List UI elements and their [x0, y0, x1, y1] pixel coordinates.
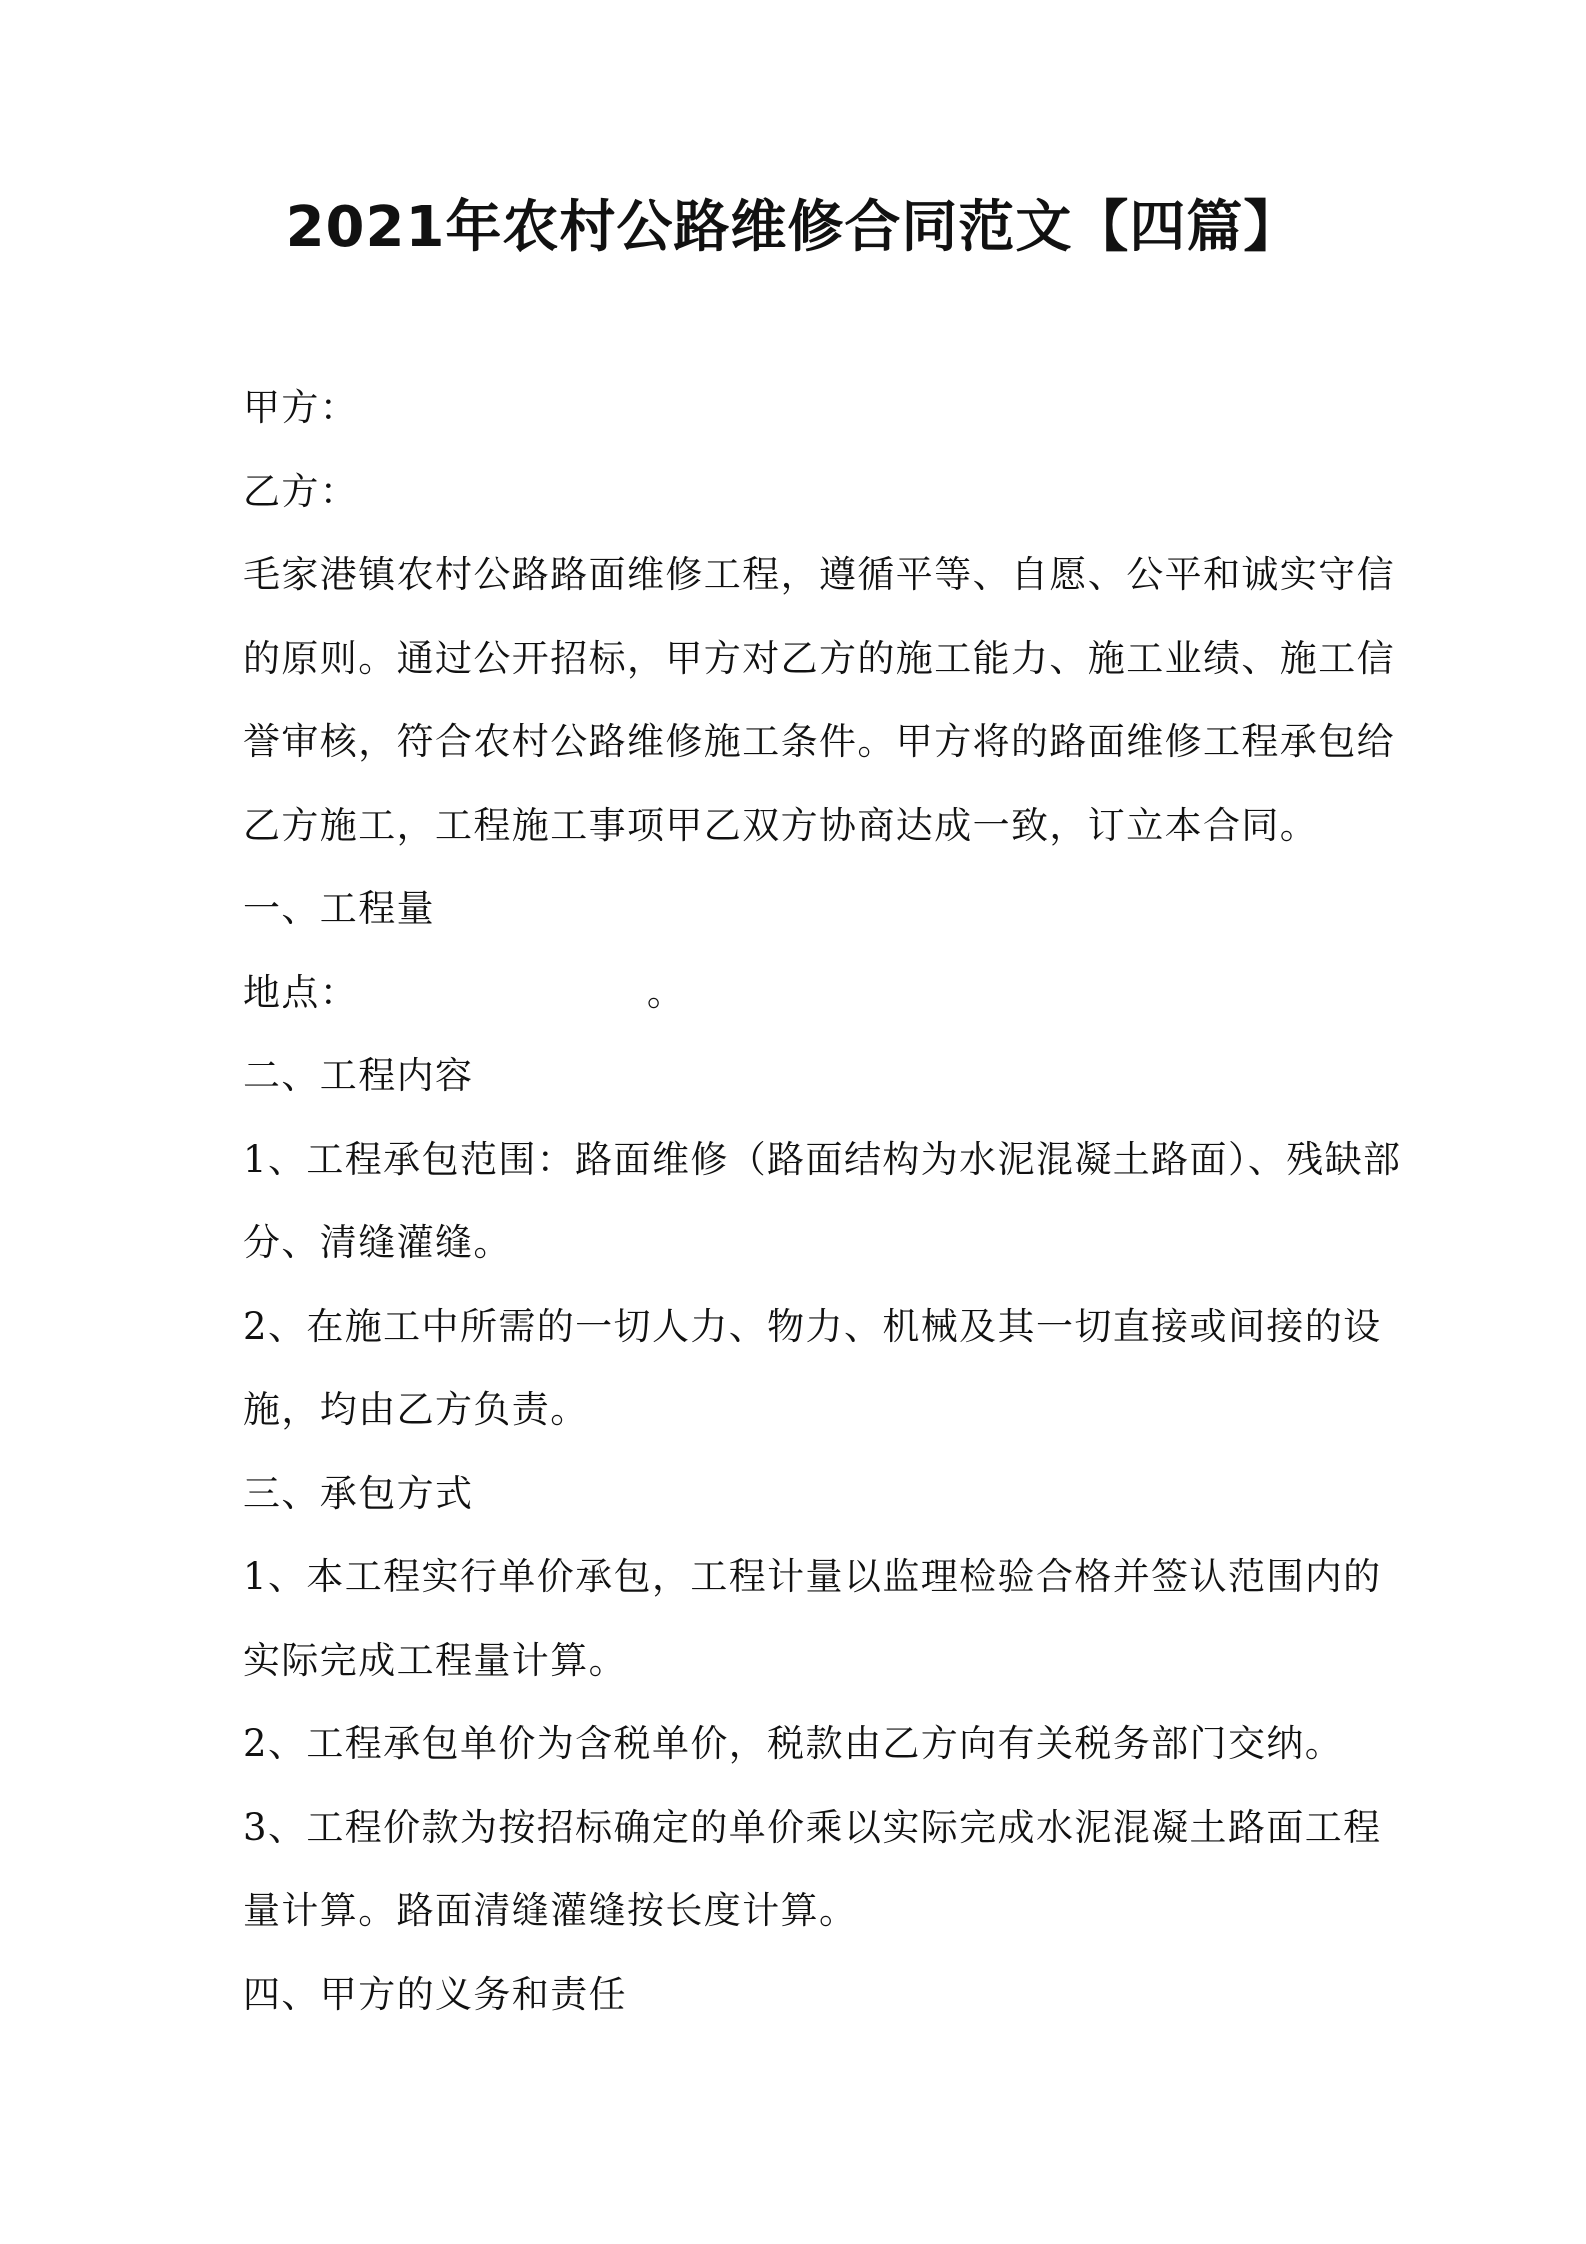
- section-heading-3: 三、承包方式: [243, 1471, 474, 1515]
- section-heading-2: 二、工程内容: [243, 1054, 474, 1097]
- intro-line-1: 毛家港镇农村公路路面维修工程，遵循平等、自愿、公平和诚实守信: [243, 553, 1395, 596]
- clause-3-1-line-1: 1、本工程实行单价承包，工程计量以监理检验合格并签认范围内的: [243, 1555, 1382, 1598]
- location-line: 地点： 。: [243, 970, 686, 1014]
- clause-2-1-line-1: 1、工程承包范围：路面维修（路面结构为水泥混凝土路面）、残缺部: [243, 1137, 1402, 1181]
- clause-2-2-line-1: 2、在施工中所需的一切人力、物力、机械及其一切直接或间接的设: [243, 1304, 1382, 1348]
- section-heading-4: 四、甲方的义务和责任: [243, 1972, 627, 2016]
- intro-line-3: 誉审核，符合农村公路维修施工条件。甲方将的路面维修工程承包给: [243, 720, 1395, 763]
- intro-line-2: 的原则。通过公开招标，甲方对乙方的施工能力、施工业绩、施工信: [243, 636, 1395, 680]
- section-heading-1: 一、工程量: [243, 887, 435, 930]
- clause-3-1-line-2: 实际完成工程量计算。: [243, 1638, 627, 1682]
- clause-3-3-line-2: 量计算。路面清缝灌缝按长度计算。: [243, 1889, 858, 1932]
- party-a-line: 甲方：: [243, 386, 359, 429]
- clause-3-2-line-1: 2、工程承包单价为含税单价，税款由乙方向有关税务部门交纳。: [243, 1722, 1344, 1765]
- party-b-line: 乙方：: [243, 469, 359, 513]
- clause-2-1-line-2: 分、清缝灌缝。: [243, 1221, 512, 1264]
- document-body: [243, 366, 1402, 2036]
- intro-line-4: 乙方施工，工程施工事项甲乙双方协商达成一致，订立本合同。: [243, 803, 1319, 847]
- clause-3-3-line-1: 3、工程价款为按招标确定的单价乘以实际完成水泥混凝土路面工程: [243, 1805, 1382, 1849]
- document-title: 2021年农村公路维修合同范文【四篇】: [285, 195, 1301, 260]
- clause-2-2-line-2: 施，均由乙方负责。: [243, 1388, 589, 1431]
